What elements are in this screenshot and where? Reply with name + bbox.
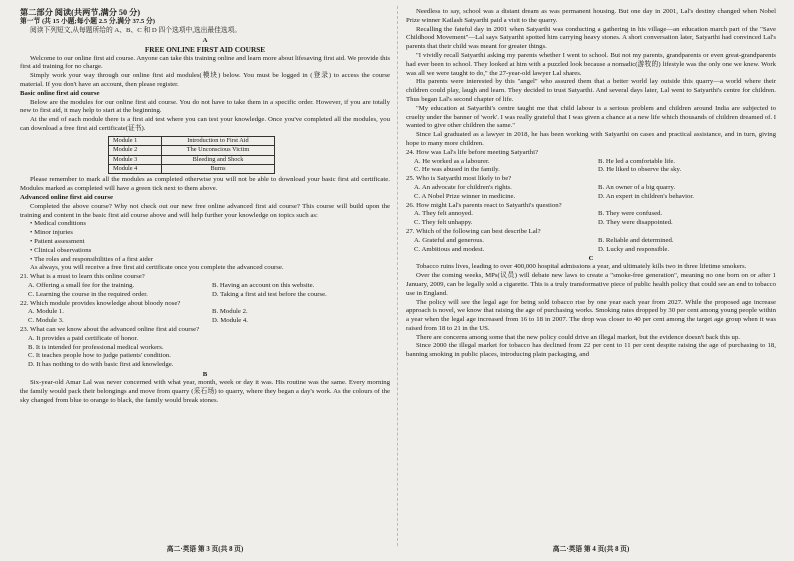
module-name-cell: The Unconscious Victim — [162, 146, 275, 155]
option: A. They felt annoyed. — [414, 210, 473, 218]
option: C. He was abused in the family. — [414, 166, 500, 174]
page-divider — [397, 6, 398, 546]
question-stem: 21. What is a must to learn this online course? — [20, 273, 145, 281]
question-options — [406, 210, 776, 228]
question-stem: 27. Which of the following can best describe Lal? — [406, 227, 541, 235]
option: D. An expert in children's behavior. — [598, 192, 694, 200]
basic-course-heading: Basic online first aid course — [20, 89, 100, 97]
question-stem: 23. What can we know about the advanced online first aid course? — [20, 325, 200, 333]
module-cell: Module 3 — [109, 155, 162, 164]
left-page — [20, 8, 390, 405]
list-item: • The roles and responsibilities of a first aider — [30, 255, 153, 263]
option: D. Module 4. — [212, 317, 248, 325]
paragraph: His parents were interested by this "angel" who assured them that a better world lay outside this quarry—a world where their children could play, laugh and learn. They decided to trust Satyarthi. And several days later, Lal went to Satyarthi's centre for children. Thus began Lal's second chapter of life. — [406, 78, 776, 103]
paragraph: Since 2000 the illegal market for tobacco has declined from 22 per cent to 11 per cent despite raising the age of purchasing to 18, banning smoking in public places, introducing plain packaging, and — [406, 342, 776, 359]
right-page — [406, 8, 776, 360]
list-item: • Clinical observations — [30, 246, 92, 254]
option: A. An advocate for children's rights. — [414, 183, 512, 191]
question-stem: 24. How was Lal's life before meeting Satyarthi? — [406, 148, 539, 156]
paragraph: Completed the above course? Why not check out our new free online advanced first aid course? This course will build upon the training and content in the basic first aid course above and will help further your knowledge on topics such as: — [20, 202, 390, 219]
list-item: • Medical conditions — [30, 220, 86, 228]
passage-c-letter: C — [588, 255, 594, 263]
option: B. They were confused. — [598, 210, 663, 218]
option: A. It provides a paid certificate of honor. — [28, 334, 139, 342]
paragraph: Below are the modules for our online first aid course. You do not have to take them in a specific order. However, if you are totally new to first aid, it may help to start at the beginning. — [20, 98, 390, 115]
paragraph: There are concerns among some that the new policy could drive an illegal market, but the evidence doesn't back this up. — [416, 333, 740, 341]
paragraph: "I vividly recall Satyarthi asking my parents whether I went to school. But not my parents, grandparents or even great-grandparents had ever been to school. They looked at him with a puzzled look because a nomadic(游牧的) lifestyle was the only one we knew. Work was all we were taught to do," the 27-year-old lawyer Lal shares. — [406, 51, 776, 77]
option: C. A Nobel Prize winner in medicine. — [414, 192, 516, 200]
option: B. Having an account on this website. — [212, 281, 315, 289]
option: D. He liked to observe the sky. — [598, 166, 682, 174]
table-row — [109, 155, 275, 164]
option: C. It teaches people how to judge patients' condition. — [28, 352, 171, 360]
module-name-cell: Introduction to First Aid — [162, 136, 275, 145]
page-footer-right: 高二·英语 第 4 页(共 8 页) — [552, 546, 630, 553]
module-cell: Module 1 — [109, 136, 162, 145]
paragraph: Simply work your way through our online first aid modules(模块) below. You must be logged in (登录) to access the course material. If you don't have an account, then please register. — [20, 72, 390, 88]
passage-a-letter: A — [202, 36, 208, 44]
table-row — [109, 146, 275, 155]
module-cell: Module 4 — [109, 164, 162, 173]
paragraph: Welcome to our online first aid course. Anyone can take this training online and learn more about lifesaving first aid. We provide this first aid training for no charge. — [20, 54, 390, 71]
topic-list — [20, 220, 390, 264]
part-header: 第二部分 阅读(共两节,满分 50 分) — [20, 8, 141, 17]
module-name-cell: Burns — [162, 164, 275, 173]
question-options — [20, 308, 390, 326]
option: D. It has nothing to do with basic first aid knowledge. — [28, 361, 174, 369]
instruction: 阅读下列短文,从每题所给的 A、B、C 和 D 四个选项中,选出最佳选项。 — [30, 26, 242, 34]
modules-table — [108, 136, 275, 175]
module-name-cell: Bleeding and Shock — [162, 155, 275, 164]
table-row — [109, 136, 275, 145]
question-options — [20, 282, 390, 300]
table-row — [109, 164, 275, 173]
module-cell: Module 2 — [109, 146, 162, 155]
question-stem: 25. Who is Satyarthi most likely to be? — [406, 175, 512, 183]
option: B. Reliable and determined. — [598, 236, 674, 244]
paragraph: The policy will see the legal age for being sold tobacco rise by one year each year from 2027. While the proposed age increase approach is novel, we know that raising the age of purchasing works. Smoking rates dropped by 30 per cent among young people within a year when the legal age increased from 16 to 18 in 2007. The drop was closer to 40 per cent among the target age group when it was raised from 18 to 21 in the US. — [406, 298, 776, 332]
question-stem: 22. Which module provides knowledge about bloody nose? — [20, 299, 181, 307]
option: C. Ambitious and modest. — [414, 245, 485, 253]
option: B. Module 2. — [212, 308, 248, 316]
option: C. Learning the course in the required order. — [28, 290, 148, 298]
paragraph: Since Lal graduated as a lawyer in 2018, he has been working with Satyarthi on cases and practical assistance, and in turn, giving hope to many more children. — [406, 131, 776, 147]
question-options — [20, 335, 390, 370]
option: A. He worked as a labourer. — [414, 157, 490, 165]
option: A. Offering a small fee for the training. — [28, 281, 135, 289]
option: D. Taking a first aid test before the course. — [212, 290, 327, 298]
question-options — [406, 237, 776, 255]
question-stem: 26. How might Lal's parents react to Satyarthi's question? — [406, 201, 562, 209]
option: A. Module 1. — [28, 308, 64, 316]
paragraph: Needless to say, school was a distant dream as was permanent housing. But one day in 2001, Lal's destiny changed when Nobel Prize winner Kailash Satyarthi paid a visit to the quarry. — [406, 8, 776, 24]
advanced-course-heading: Advanced online first aid course — [20, 193, 114, 201]
section-header: 第一节 (共 15 小题;每小题 2.5 分,满分 37.5 分) — [20, 18, 155, 25]
option: A. Grateful and generous. — [414, 236, 484, 244]
option: B. An owner of a big quarry. — [598, 183, 676, 191]
question-options — [406, 158, 776, 176]
list-item: • Patient assessment — [30, 237, 85, 245]
paragraph: As always, you will receive a free first aid certificate once you complete the advanced course. — [30, 264, 284, 272]
passage-a-title: FREE ONLINE FIRST AID COURSE — [144, 44, 266, 54]
question-options — [406, 184, 776, 202]
paragraph: "My education at Satyarthi's centre taught me that child labour is a serious problem and children around India are subjected to cruelty under the banner of 'work'. I was really grateful that I was given a chance at a new life which thousands of children dreamed of. I wanted to give other children the same." — [406, 104, 776, 130]
list-item: • Minor injuries — [30, 229, 73, 237]
paragraph: Tobacco ruins lives, leading to over 400,000 hospital admissions a year, and ultimately kills two in three lifetime smokers. — [416, 263, 747, 271]
option: D. They were disappointed. — [598, 219, 673, 227]
option: C. Module 3. — [28, 317, 64, 325]
paragraph: Recalling the fateful day in 2001 when Satyarthi was conducting a gathering in his village—an education march part of the "Save Childhood Movement"—Lal says Satyarthi spotted him carrying heavy stones. A short conversation later, Satyarthi had convinced Lal's parents that their child was meant for greater things. — [406, 25, 776, 51]
page-footer-left: 高二·英语 第 3 页(共 8 页) — [166, 546, 244, 553]
paragraph: Over the coming weeks, MPs(议员) will debate new laws to create a "smoke-free generation", meaning no one born on or after 1 January, 2009, can be legally sold a cigarette. This is a truly transformative piece of public health policy that could see an end to tobacco use in England. — [406, 272, 776, 297]
option: B. He led a comfortable life. — [598, 157, 676, 165]
paragraph: Six-year-old Amar Lal was never concerned with what year, month, week or day it was. His routine was the same. Every morning the family would pack their belongings and move from quarry (采石场) to quarry, where they began a day's work. As the colours of the sky changed from blue to orange to black, the family would break stones. — [20, 378, 390, 404]
option: C. They felt unhappy. — [414, 219, 473, 227]
option: B. It is intended for professional medical workers. — [28, 343, 164, 351]
option: D. Lucky and responsible. — [598, 245, 670, 253]
passage-b-letter: B — [202, 370, 208, 378]
paragraph: At the end of each module there is a first aid test where you can test your knowledge. Once you've completed all the modules, you can download a free first aid certificate(证书). — [20, 116, 390, 132]
paragraph: Please remember to mark all the modules as completed otherwise you will not be able to download your basic first aid certificate. Modules marked as completed will have a green tick next to them above. — [20, 176, 390, 193]
